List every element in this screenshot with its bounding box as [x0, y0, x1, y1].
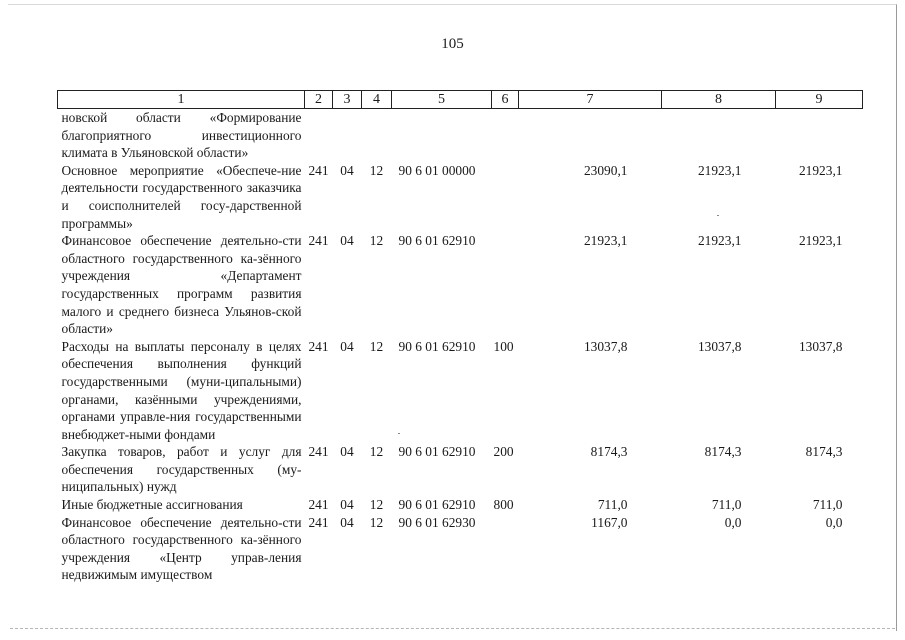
header-cell: 3	[333, 91, 362, 109]
row-value-col9: 13037,8	[798, 338, 843, 354]
row-description: Финансовое обеспечение деятельно-сти областного государственного ка-зённого учреждения «Департамент государственных программ развития малого и среднего бизнеса Ульянов-ской области»	[61, 233, 302, 337]
header-cell: 2	[305, 91, 333, 109]
row-section: 04	[340, 162, 354, 178]
table-row	[58, 162, 863, 232]
row-target-article: 90 6 01 62930	[398, 514, 476, 530]
row-expense-type	[492, 232, 519, 338]
row-target-article: 90 6 01 00000	[398, 162, 476, 178]
row-value-col9: 21923,1	[798, 233, 843, 249]
row-value-col9: 21923,1	[798, 162, 843, 178]
table-row	[58, 496, 863, 514]
row-value-col8: 21923,1	[697, 162, 742, 178]
header-cell: 6	[492, 91, 519, 109]
row-value-col9	[776, 109, 863, 162]
row-expense-type	[492, 514, 519, 584]
row-value-col7: 711,0	[597, 497, 628, 513]
row-grbs: 241	[308, 162, 329, 178]
table-row	[58, 443, 863, 496]
row-value-col8: 711,0	[711, 497, 742, 513]
row-target-article: 90 6 01 62910	[398, 338, 476, 354]
row-value-col7: 13037,8	[583, 338, 628, 354]
row-grbs	[305, 109, 333, 162]
row-expense-type: 800	[493, 497, 514, 513]
header-cell: 4	[362, 91, 392, 109]
row-value-col9: 711,0	[812, 497, 843, 513]
row-value-col7: 21923,1	[583, 233, 628, 249]
header-cell: 9	[776, 91, 863, 109]
row-target-article: 90 6 01 62910	[398, 497, 476, 513]
page-bottom-edge	[10, 628, 895, 629]
page-number: 105	[441, 36, 464, 52]
row-value-col9: 8174,3	[805, 444, 843, 460]
row-value-col8: 21923,1	[697, 233, 742, 249]
row-section	[333, 109, 362, 162]
row-expense-type: 100	[493, 338, 514, 354]
row-description: Основное мероприятие «Обеспече-ние деятельности государственного заказчика и соисполнителей госу-дарственной программы»	[61, 162, 302, 231]
scan-speck	[717, 215, 719, 216]
row-expense-type	[492, 162, 519, 232]
row-grbs: 241	[308, 233, 329, 249]
row-value-col8: 8174,3	[704, 444, 742, 460]
row-expense-type	[492, 109, 519, 162]
row-grbs: 241	[308, 514, 329, 530]
table-header-row	[58, 91, 863, 109]
row-grbs: 241	[308, 497, 329, 513]
row-expense-type: 200	[493, 444, 514, 460]
row-description: Финансовое обеспечение деятельно-сти областного государственного ка-зённого учреждения «Центр управ-ления недвижимым имуществом	[61, 514, 302, 583]
row-subsection	[362, 109, 392, 162]
row-value-col8: 13037,8	[697, 338, 742, 354]
row-subsection: 12	[369, 497, 384, 513]
row-value-col7: 8174,3	[590, 444, 628, 460]
row-grbs: 241	[308, 338, 329, 354]
row-subsection: 12	[369, 514, 384, 530]
row-section: 04	[340, 338, 354, 354]
row-section: 04	[340, 497, 354, 513]
row-target-article: 90 6 01 62910	[398, 233, 476, 249]
budget-table	[57, 90, 863, 584]
table-row	[58, 514, 863, 584]
table-row	[58, 232, 863, 338]
row-subsection: 12	[369, 444, 384, 460]
row-value-col8: 0,0	[724, 514, 742, 530]
row-value-col8	[662, 109, 776, 162]
header-cell: 5	[392, 91, 492, 109]
row-target-article: 90 6 01 62910	[398, 444, 476, 460]
table-body	[58, 109, 863, 585]
table-row	[58, 338, 863, 444]
row-subsection: 12	[369, 233, 384, 249]
row-value-col7: 23090,1	[583, 162, 628, 178]
row-subsection: 12	[369, 338, 384, 354]
row-section: 04	[340, 233, 354, 249]
header-cell: 1	[58, 91, 305, 109]
row-description: Иные бюджетные ассигнования	[61, 497, 243, 513]
header-cell: 8	[662, 91, 776, 109]
row-description: Закупка товаров, работ и услуг для обеспечения государственных (му-ниципальных) нужд	[61, 444, 302, 495]
scan-speck	[398, 433, 400, 434]
header-cell: 7	[519, 91, 662, 109]
row-value-col9: 0,0	[825, 514, 843, 530]
table-row	[58, 109, 863, 162]
row-description: Расходы на выплаты персоналу в целях обеспечения выполнения функций государственными (муни-ципальными) органами, казёнными учреждениями, органами управле-ния государственными внебюджет-ными фондами	[61, 338, 302, 442]
row-target-article	[392, 109, 492, 162]
row-value-col7: 1167,0	[591, 514, 628, 530]
row-description: новской области «Формирование благоприятного инвестиционного климата в Ульяновской области»	[61, 110, 302, 161]
row-section: 04	[340, 444, 354, 460]
row-subsection: 12	[369, 162, 384, 178]
row-grbs: 241	[308, 444, 329, 460]
row-section: 04	[340, 514, 354, 530]
row-value-col7	[519, 109, 662, 162]
